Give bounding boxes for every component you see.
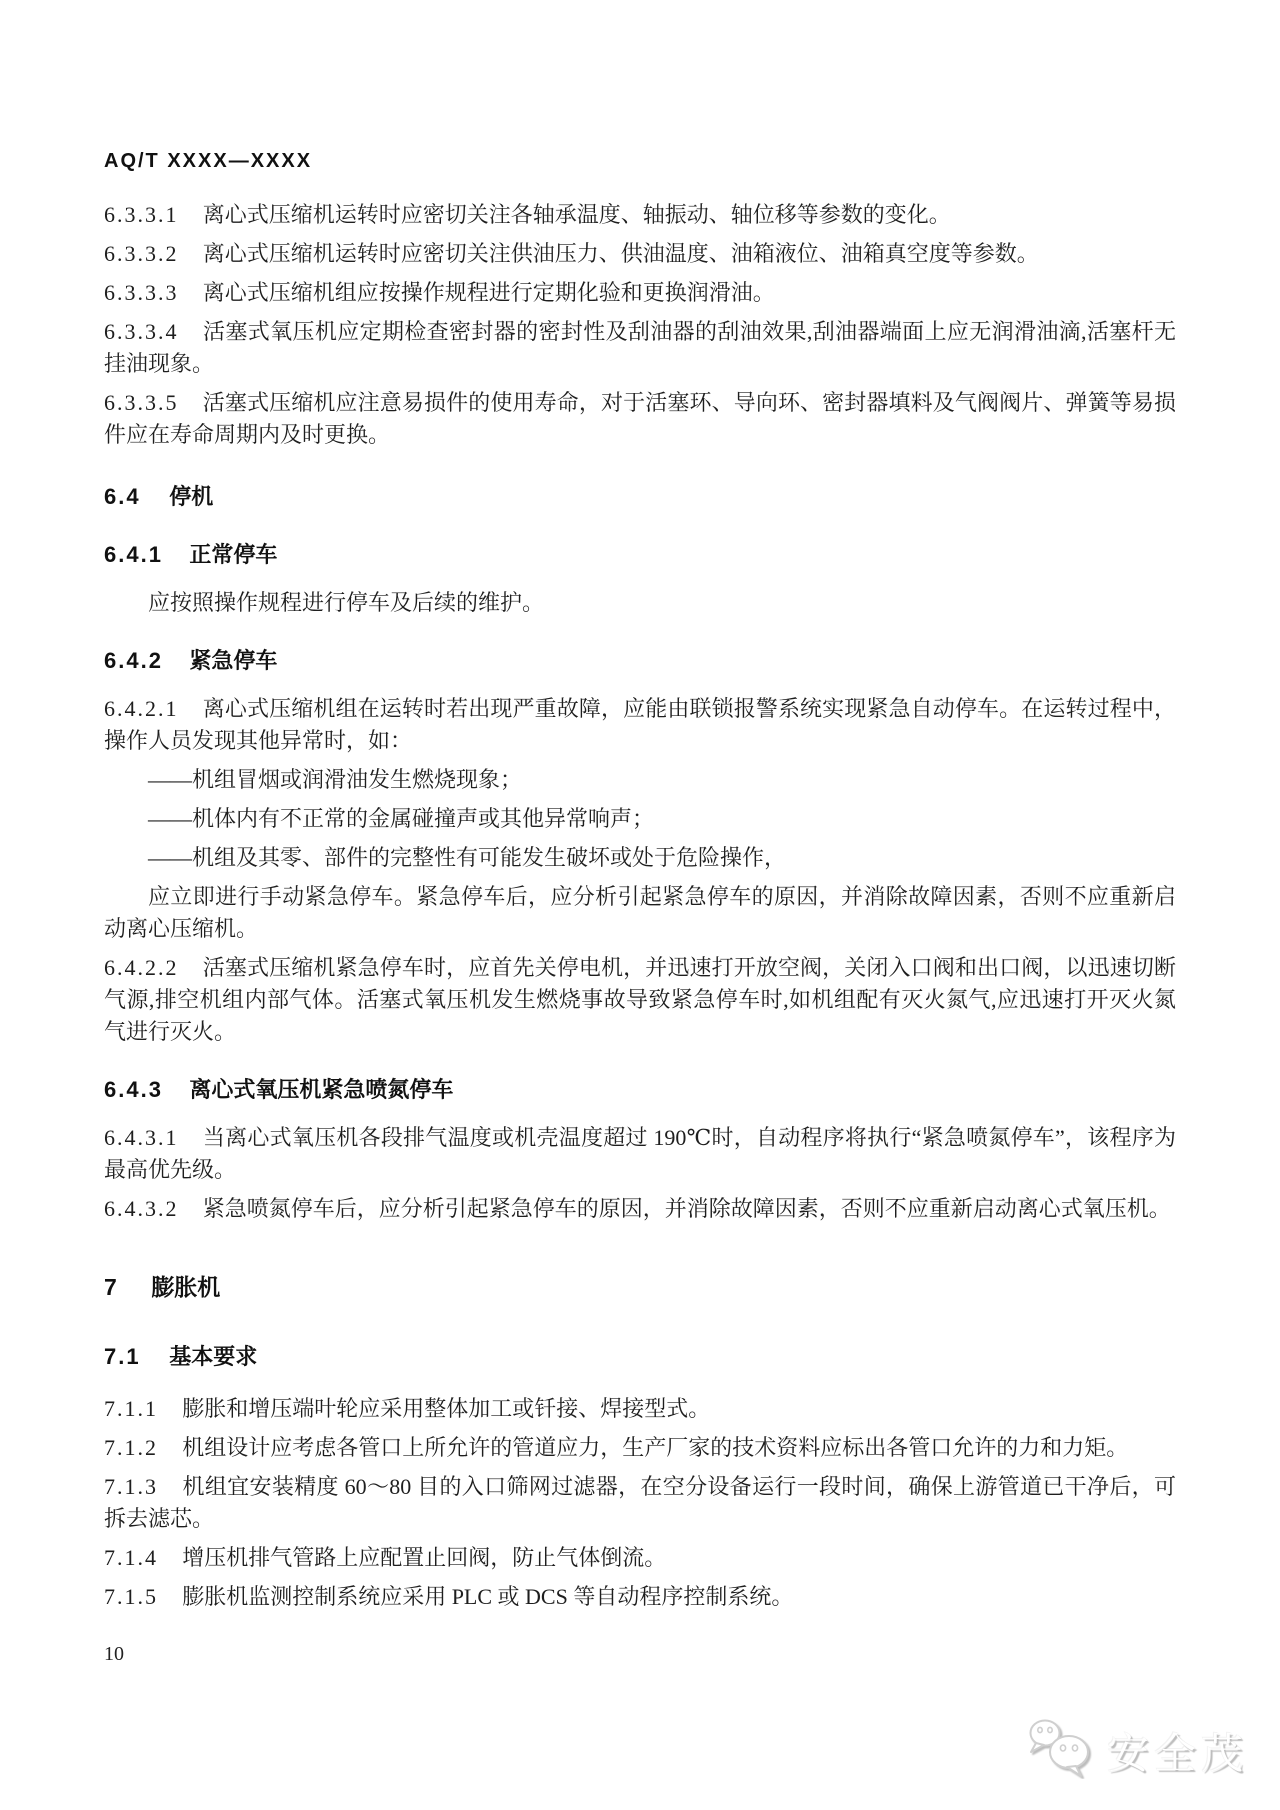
page-number: 10 [104, 1643, 124, 1665]
clause-number: 6.4.2.1 [104, 696, 179, 721]
clause-text: 紧急喷氮停车后，应分析引起紧急停车的原因，并消除故障因素，否则不应重新启动离心式氧压机。 [202, 1196, 1171, 1221]
clause-number: 6.4.2.2 [104, 955, 179, 980]
clause-number: 6.4.3.1 [104, 1125, 179, 1150]
clause-number: 7.1.4 [104, 1545, 158, 1570]
clause-text: 机组宜安装精度 60～80 目的入口筛网过滤器，在空分设备运行一段时间，确保上游管道已干净后，可拆去滤芯。 [104, 1474, 1176, 1531]
standard-number-header: AQ/T XXXX—XXXX [104, 150, 313, 172]
paragraph [104, 693, 1176, 757]
clause-text: 离心式压缩机组应按操作规程进行定期化验和更换润滑油。 [202, 280, 775, 305]
paragraph [104, 238, 1176, 270]
heading-number: 6.4.1 [104, 542, 163, 567]
paragraph [104, 1122, 1176, 1186]
paragraph [104, 587, 1176, 619]
clause-number: 7.1.5 [104, 1584, 158, 1609]
heading-text: 离心式氧压机紧急喷氮停车 [189, 1077, 454, 1102]
heading-number: 7 [104, 1274, 117, 1300]
paragraph [104, 952, 1176, 1048]
clause-text: 活塞式压缩机应注意易损件的使用寿命，对于活塞环、导向环、密封器填料及气阀阀片、弹簧等易损件应在寿命周期内及时更换。 [104, 390, 1176, 447]
heading-text: 膨胀机 [151, 1274, 221, 1300]
section-heading [104, 1341, 1176, 1373]
clause-number: 6.3.3.5 [104, 390, 179, 415]
paragraph [104, 881, 1176, 945]
heading-number: 6.4 [104, 484, 141, 509]
clause-text: 机组设计应考虑各管口上所允许的管道应力，生产厂家的技术资料应标出各管口允许的力和力矩。 [182, 1435, 1129, 1460]
paragraph [104, 842, 1176, 874]
paragraph [104, 199, 1176, 231]
section-heading [104, 539, 1176, 571]
clause-text: 应按照操作规程进行停车及后续的维护。 [148, 590, 545, 615]
paragraph [104, 1542, 1176, 1574]
section-heading [104, 645, 1176, 677]
watermark [1023, 1717, 1248, 1784]
heading-text: 正常停车 [189, 542, 278, 567]
clause-text: 离心式压缩机运转时应密切关注供油压力、供油温度、油箱液位、油箱真空度等参数。 [202, 241, 1039, 266]
heading-text: 紧急停车 [189, 648, 278, 673]
clause-number: 6.3.3.1 [104, 202, 179, 227]
clause-text: 离心式压缩机运转时应密切关注各轴承温度、轴振动、轴位移等参数的变化。 [202, 202, 951, 227]
clause-text: ——机组及其零、部件的完整性有可能发生破坏或处于危险操作， [148, 845, 787, 870]
heading-text: 停机 [169, 484, 214, 509]
paragraph [104, 1581, 1176, 1613]
document-body [104, 199, 1176, 1613]
wechat-bubbles-icon [1023, 1717, 1097, 1784]
clause-number: 6.3.3.3 [104, 280, 179, 305]
clause-number: 7.1.1 [104, 1396, 158, 1421]
paragraph [104, 764, 1176, 796]
clause-text: 增压机排气管路上应配置止回阀，防止气体倒流。 [182, 1545, 667, 1570]
clause-number: 6.3.3.2 [104, 241, 179, 266]
paragraph [104, 277, 1176, 309]
clause-number: 7.1.3 [104, 1474, 158, 1499]
paragraph [104, 803, 1176, 835]
clause-text: ——机体内有不正常的金属碰撞声或其他异常响声； [148, 806, 655, 831]
clause-text: 膨胀机监测控制系统应采用 PLC 或 DCS 等自动程序控制系统。 [182, 1584, 794, 1609]
watermark-text: 安全茂 [1106, 1729, 1248, 1777]
paragraph [104, 387, 1176, 451]
paragraph [104, 1432, 1176, 1464]
section-heading [104, 1074, 1176, 1106]
clause-text: 离心式压缩机组在运转时若出现严重故障，应能由联锁报警系统实现紧急自动停车。在运转过程中，操作人员发现其他异常时，如： [104, 696, 1176, 753]
clause-text: 膨胀和增压端叶轮应采用整体加工或钎接、焊接型式。 [182, 1396, 711, 1421]
clause-number: 6.3.3.4 [104, 319, 179, 344]
paragraph [104, 1471, 1176, 1535]
paragraph [104, 316, 1176, 380]
heading-number: 7.1 [104, 1344, 141, 1369]
section-heading [104, 481, 1176, 513]
clause-number: 6.4.3.2 [104, 1196, 179, 1221]
clause-text: 活塞式压缩机紧急停车时，应首先关停电机，并迅速打开放空阀，关闭入口阀和出口阀，以迅速切断气源,排空机组内部气体。活塞式氧压机发生燃烧事故导致紧急停车时,如机组配有灭火氮气,应迅速打开灭火氮气进行灭火。 [104, 955, 1176, 1044]
clause-text: 活塞式氧压机应定期检查密封器的密封性及刮油器的刮油效果,刮油器端面上应无润滑油滴,活塞杆无挂油现象。 [104, 319, 1176, 376]
clause-number: 7.1.2 [104, 1435, 158, 1460]
section-heading [104, 1271, 1176, 1303]
paragraph [104, 1393, 1176, 1425]
clause-text: 应立即进行手动紧急停车。紧急停车后，应分析引起紧急停车的原因，并消除故障因素，否则不应重新启动离心压缩机。 [104, 884, 1176, 941]
heading-number: 6.4.2 [104, 648, 163, 673]
paragraph [104, 1193, 1176, 1225]
heading-number: 6.4.3 [104, 1077, 163, 1102]
clause-text: 当离心式氧压机各段排气温度或机壳温度超过 190℃时，自动程序将执行“紧急喷氮停车”，该程序为最高优先级。 [104, 1125, 1176, 1182]
heading-text: 基本要求 [169, 1344, 258, 1369]
clause-text: ——机组冒烟或润滑油发生燃烧现象； [148, 767, 523, 792]
